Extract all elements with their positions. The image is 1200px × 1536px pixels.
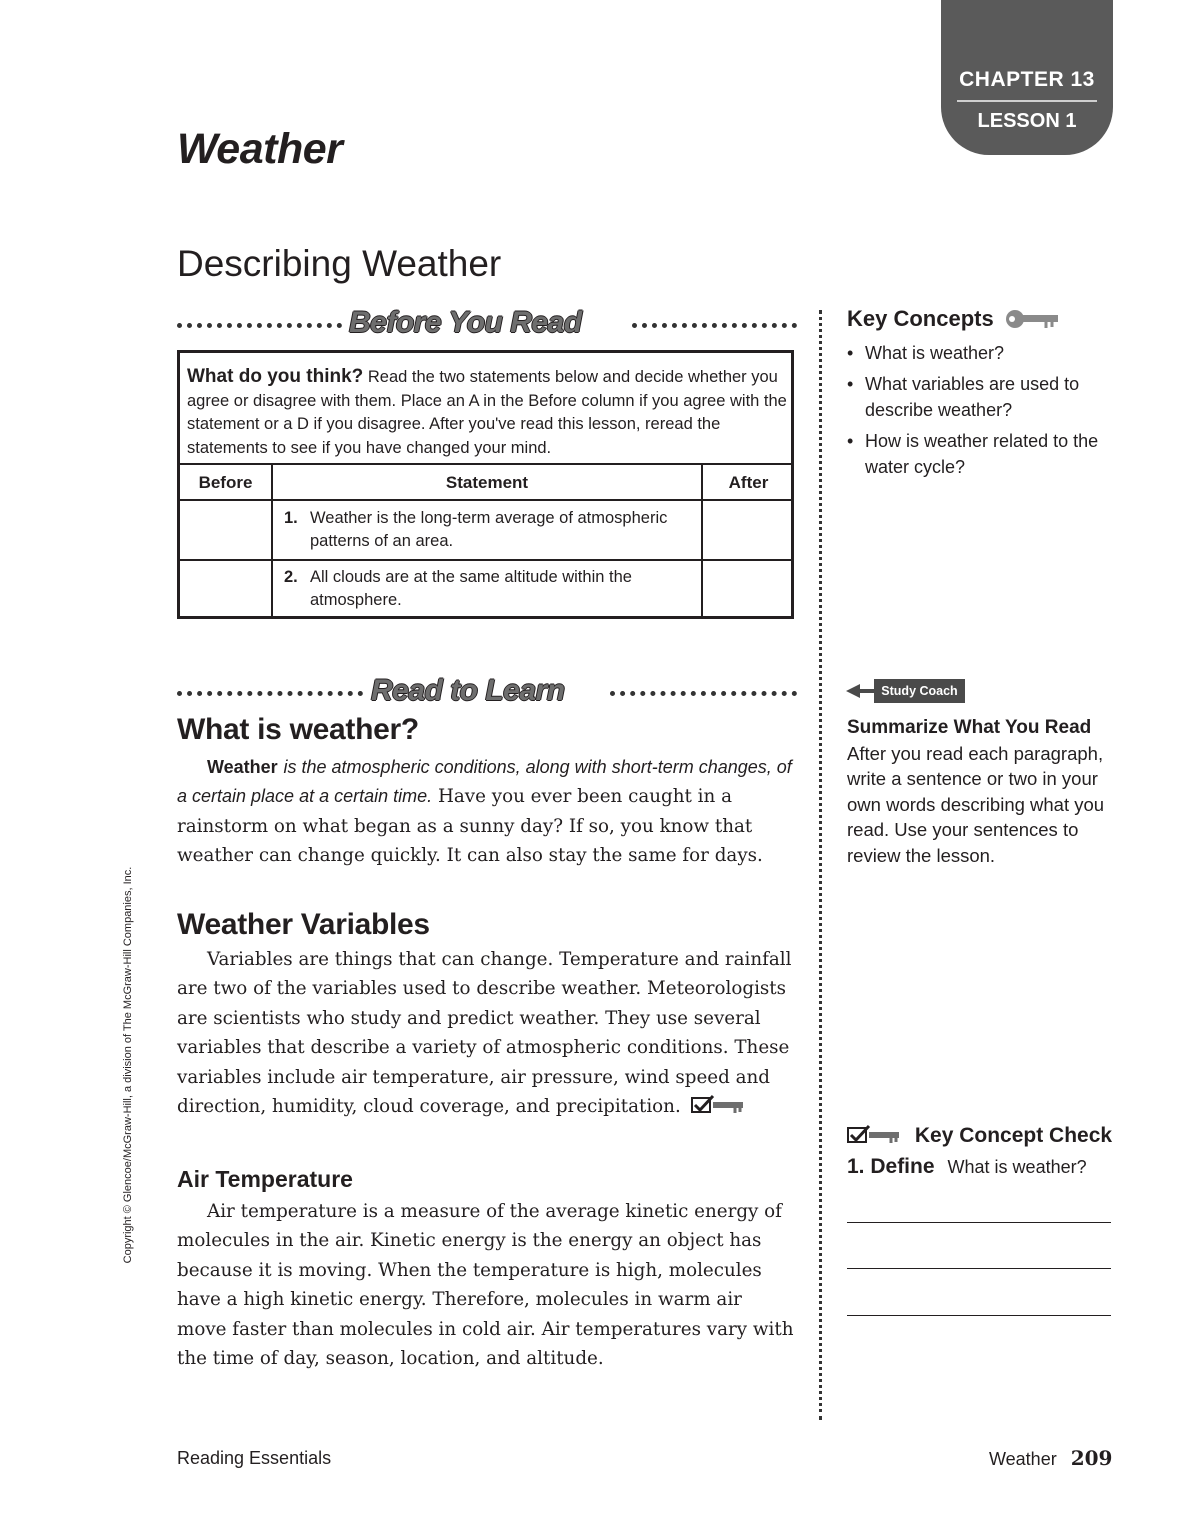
study-coach-title: Summarize What You Read bbox=[847, 717, 1092, 738]
unit-title: Weather bbox=[177, 125, 343, 173]
subheading-air-temperature: Air Temperature bbox=[177, 1166, 353, 1192]
after-answer-cell-1[interactable] bbox=[704, 503, 792, 557]
read-to-learn-label: Read to Learn bbox=[371, 674, 565, 707]
statement-number: 1. bbox=[284, 509, 298, 527]
before-you-read-label: Before You Read bbox=[349, 306, 582, 339]
banner-dots-right bbox=[610, 691, 797, 696]
page-number: 209 bbox=[1070, 1446, 1113, 1470]
check-question-text: What is weather? bbox=[947, 1157, 1087, 1177]
key-concept-check-title: Key Concept Check bbox=[914, 1124, 1113, 1147]
statement-2 bbox=[284, 566, 694, 612]
statement-number: 2. bbox=[284, 568, 298, 586]
read-to-learn-banner bbox=[177, 674, 797, 710]
paragraph-weather-definition bbox=[177, 753, 797, 871]
column-divider bbox=[819, 310, 822, 1420]
paragraph-air-temperature: Air temperature is a measure of the average kinetic energy of molecules in the air. Kinetic energy is the energy an object has because it is moving. When the temperature is high, molecules have a high kinetic energy. Therefore, molecules in warm air move faster than molecules in cold air. Air temperatures vary with the time of day, season, location, and altitude. bbox=[177, 1201, 794, 1370]
think-prompt bbox=[187, 365, 787, 460]
think-prompt-text: Read the two statements below and decide whether you agree or disagree with them. Place an A in the Before column if you agree with the statement or a D if you disagree. After you've read this lesson, reread the statements to see if you have changed your mind. bbox=[187, 368, 787, 457]
vocab-definition: is the atmospheric conditions, along with short-term changes, of a certain place at a certain time. bbox=[177, 757, 792, 807]
col-header-statement: Statement bbox=[445, 473, 529, 492]
col-header-after: After bbox=[728, 473, 769, 492]
key-concept-item: • How is weather related to the water cycle? bbox=[847, 428, 1107, 480]
key-concept-item: • What variables are used to describe weather? bbox=[847, 371, 1107, 423]
lesson-title: Describing Weather bbox=[177, 243, 502, 284]
study-coach-tip bbox=[847, 714, 1115, 868]
think-prompt-bold: What do you think? bbox=[187, 366, 364, 387]
banner-dots-left bbox=[177, 323, 342, 328]
statement-text: Weather is the long-term average of atmospheric patterns of an area. bbox=[310, 509, 668, 550]
footer-book-title: Reading Essentials bbox=[177, 1448, 332, 1468]
key-concept-check-icon bbox=[691, 1094, 749, 1116]
footer-chapter-title: Weather bbox=[989, 1449, 1057, 1469]
key-concepts-list bbox=[847, 340, 1107, 485]
copyright-notice: Copyright © Glencoe/McGraw-Hill, a division of The McGraw-Hill Companies, Inc. bbox=[122, 866, 134, 1264]
key-concepts-heading bbox=[847, 306, 1060, 332]
vocab-term: Weather bbox=[207, 757, 278, 777]
key-icon bbox=[1004, 308, 1060, 330]
check-question-number: 1. Define bbox=[847, 1155, 935, 1178]
statement-1 bbox=[284, 507, 694, 553]
anticipation-table bbox=[177, 350, 794, 619]
paragraph-text: Have you ever been caught in a rainstorm on what began as a sunny day? If so, you know that weather can change quickly. It can also stay the same for days. bbox=[177, 786, 763, 867]
after-answer-cell-2[interactable] bbox=[704, 563, 792, 617]
study-coach-badge: Study Coach bbox=[874, 679, 965, 703]
key-concept-item: • What is weather? bbox=[847, 340, 1107, 366]
banner-dots-left bbox=[177, 691, 363, 696]
footer-chapter bbox=[989, 1446, 1112, 1470]
statement-text: All clouds are at the same altitude within the atmosphere. bbox=[310, 568, 632, 609]
key-concept-check-icon bbox=[847, 1124, 905, 1146]
before-you-read-banner bbox=[177, 306, 797, 342]
before-answer-cell-2[interactable] bbox=[182, 563, 270, 617]
pencil-body-icon bbox=[858, 689, 874, 693]
before-answer-cell-1[interactable] bbox=[182, 503, 270, 557]
paragraph-weather-variables bbox=[177, 945, 797, 1121]
answer-line[interactable] bbox=[847, 1222, 1111, 1223]
lesson-label: LESSON 1 bbox=[977, 110, 1077, 132]
chapter-label: CHAPTER 13 bbox=[959, 68, 1095, 91]
answer-line[interactable] bbox=[847, 1315, 1111, 1316]
key-concepts-title: Key Concepts bbox=[847, 306, 994, 331]
col-header-before: Before bbox=[198, 473, 253, 492]
section-heading-what-is-weather: What is weather? bbox=[177, 713, 419, 746]
study-coach-text: After you read each paragraph, write a sentence or two in your own words describing what you read. Use your sentences to review the lesson. bbox=[847, 742, 1105, 866]
chapter-tab bbox=[941, 0, 1113, 155]
answer-line[interactable] bbox=[847, 1268, 1111, 1269]
banner-dots-right bbox=[632, 323, 797, 328]
key-concept-check-heading bbox=[847, 1124, 1112, 1148]
check-question bbox=[847, 1155, 1087, 1179]
paragraph-text: Variables are things that can change. Temperature and rainfall are two of the variables used to describe weather. Meteorologists are scientists who study and predict weather. They use several variables that describe a variety of atmospheric conditions. These variables include air temperature, air pressure, wind speed and direction, humidity, cloud coverage, and precipitation. bbox=[177, 949, 792, 1118]
section-heading-weather-variables: Weather Variables bbox=[177, 908, 430, 941]
tab-divider bbox=[957, 100, 1097, 102]
